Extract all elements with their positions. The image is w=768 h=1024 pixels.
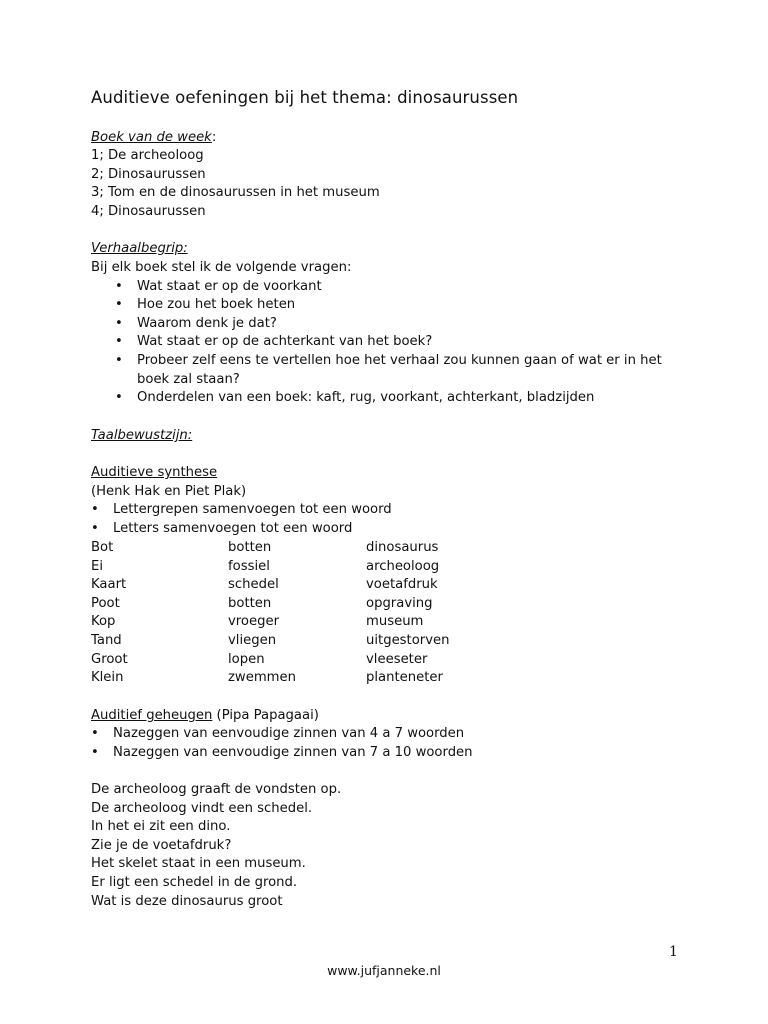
word-column-3 <box>366 539 449 688</box>
geheugen-heading: Auditief geheugen <box>91 708 213 723</box>
bullet-icon: • <box>115 390 123 405</box>
boek-item: 3; Tom en de dinosaurussen in het museum <box>91 185 380 200</box>
bullet-icon: • <box>91 745 99 760</box>
word: vleeseter <box>366 651 428 667</box>
word: botten <box>228 540 272 555</box>
word: zwemmen <box>228 670 296 686</box>
sentence: De archeoloog vindt een schedel. <box>91 800 313 816</box>
boek-heading-suffix: : <box>211 130 217 145</box>
word: vroeger <box>228 614 280 630</box>
bullet-icon: • <box>91 521 99 536</box>
sentence: Het skelet staat in een museum. <box>91 856 306 872</box>
sentence: De archeoloog graaft de vondsten op. <box>91 782 342 797</box>
taal-heading: Taalbewustzijn: <box>91 428 193 443</box>
geheugen-heading-suffix: (Pipa Papagaai) <box>212 708 319 723</box>
word: Groot <box>91 651 128 667</box>
sentence: Wat is deze dinosaurus groot <box>91 893 283 909</box>
verhaal-heading: Verhaalbegrip: <box>91 241 188 256</box>
word-column-1 <box>91 539 128 688</box>
document-page: Auditieve oefeningen bij het thema: dinosaurussen Boek van de week: 1; De archeoloog 2; Dinosaurussen 3; Tom en de dinosaurussen in het museum 4; Dinosaurussen Verhaalbegrip: Bij elk boek stel ik de volgende vragen: • Wat staat er op de voorkant • Hoe zou het boek heten • Waarom denk je dat? • Wat staat er op de achterkant van het boek? • Probeer zelf eens te vertellen hoe het verhaal zou kunnen gaan of wat er in het boek zal staan? • Onderdelen van een boek: kaft, rug, voorkant, achterkant, bladzijden Taalbewustzijn: Auditieve synthese (Henk Hak en Piet Plak) • Lettergrepen samenvoegen tot een woord • Letters samenvoegen tot een woord Bot Ei Kaart Poot Kop Tand Groot Klein botten fossiel schedel botten vroeger vliegen lopen zwemmen dinosaurus archeoloog voetafdruk opgraving museum uitgestorven vleeseter planteneter Auditief geheugen (Pipa Papagaai) • Nazeggen van eenvoudige zinnen van 4 a 7 woorden • Nazeggen van eenvoudige zinnen van 7 a 10 woorden De archeoloog graaft de vondsten op. De archeoloog vindt een schedel. In het ei zit een dino. Zie je de voetafdruk? Het skelet staat in een museum. Er ligt een schedel in de grond. Wat is deze dinosaurus groot 1 www.jufjanneke.nl <box>0 0 768 1024</box>
geheugen-heading-line <box>91 707 319 725</box>
word: voetafdruk <box>366 577 438 593</box>
word: uitgestorven <box>366 632 450 648</box>
boek-item: 4; Dinosaurussen <box>91 204 206 219</box>
sentence: Zie je de voetafdruk? <box>91 837 232 853</box>
word: fossiel <box>228 558 270 574</box>
bullet-icon: • <box>91 502 99 517</box>
boek-heading: Boek van de week <box>91 130 212 145</box>
bullet-icon: • <box>115 279 123 294</box>
bullet-icon: • <box>115 334 123 349</box>
word: Klein <box>91 670 124 686</box>
sentence: In het ei zit een dino. <box>91 819 231 835</box>
bullet-icon: • <box>115 316 123 331</box>
word: Kop <box>91 614 116 630</box>
word: Ei <box>91 558 103 574</box>
boek-heading-line <box>91 129 216 147</box>
synthese-subtitle: (Henk Hak en Piet Plak) <box>91 484 247 499</box>
page-title: Auditieve oefeningen bij het thema: dinosaurussen <box>91 88 519 107</box>
sentences <box>91 781 341 911</box>
word: Poot <box>91 595 120 611</box>
word: lopen <box>228 651 265 667</box>
word: museum <box>366 614 424 630</box>
list-item-continuation: boek zal staan? <box>137 372 240 387</box>
bullet-icon: • <box>115 353 123 368</box>
word: archeoloog <box>366 558 440 574</box>
word: vliegen <box>228 632 277 648</box>
word: opgraving <box>366 595 433 611</box>
bullet-icon: • <box>115 297 123 312</box>
synthese-heading: Auditieve synthese <box>91 465 218 480</box>
footer-url: www.jufjanneke.nl <box>327 963 441 978</box>
word-column-2 <box>228 539 296 688</box>
word: Bot <box>91 540 114 555</box>
word: planteneter <box>366 670 443 686</box>
word: dinosaurus <box>366 540 439 555</box>
boek-item: 1; De archeoloog <box>91 148 204 163</box>
word: Kaart <box>91 577 127 593</box>
word: botten <box>228 595 272 611</box>
word: Tand <box>91 632 122 648</box>
bullet-icon: • <box>91 726 99 741</box>
page-number: 1 <box>669 944 678 960</box>
boek-item: 2; Dinosaurussen <box>91 167 206 182</box>
word: schedel <box>228 577 279 593</box>
verhaal-intro: Bij elk boek stel ik de volgende vragen: <box>91 260 352 275</box>
sentence: Er ligt een schedel in de grond. <box>91 874 298 890</box>
